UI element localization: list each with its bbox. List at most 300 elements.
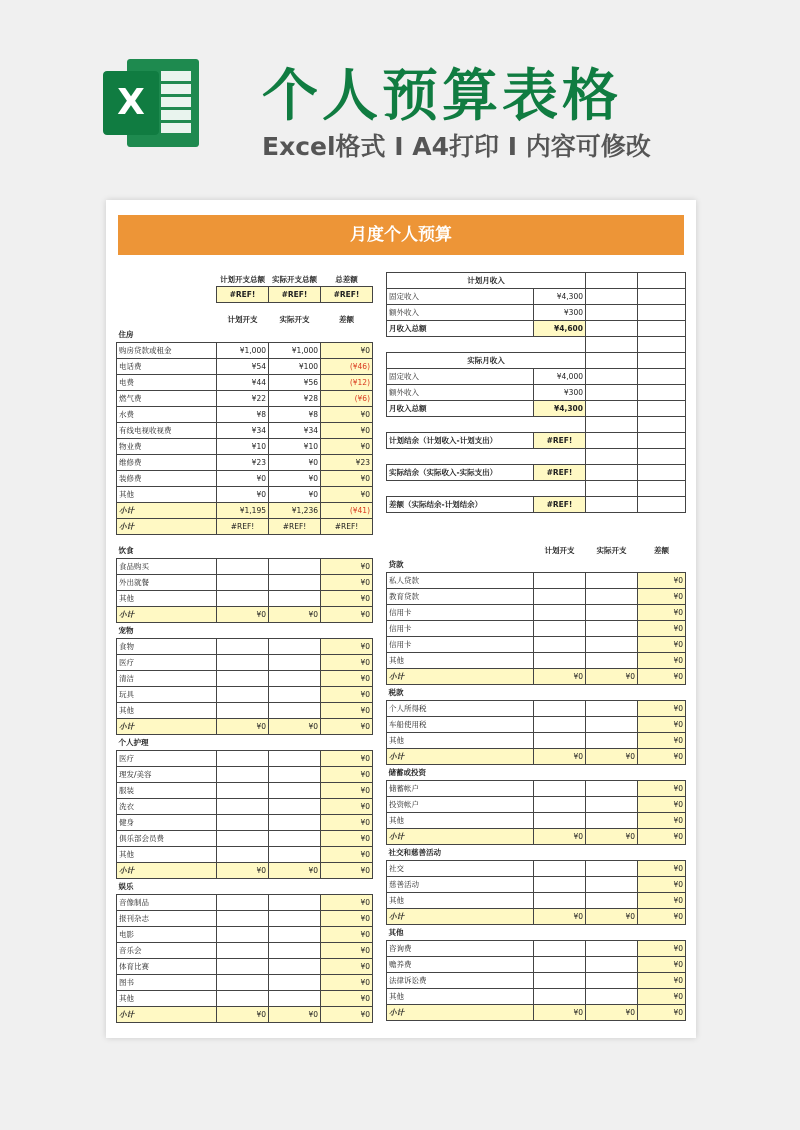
blank-cell (586, 481, 638, 497)
income-expense-table-right (386, 272, 686, 1021)
diff-cell: ¥0 (321, 558, 373, 574)
diff-cell: ¥0 (638, 941, 686, 957)
blank-cell (586, 401, 638, 417)
diff-cell: ¥0 (321, 894, 373, 910)
table-row (387, 621, 686, 637)
planned-cell (217, 846, 269, 862)
subtotal-row (117, 862, 373, 878)
table-row (117, 454, 373, 470)
table-row (117, 486, 373, 502)
actual-cell (269, 926, 321, 942)
subtotal-label: 小计 (387, 909, 534, 925)
subtotal-row (117, 606, 373, 622)
planned-cell (534, 941, 586, 957)
subtotal-actual: ¥0 (269, 862, 321, 878)
item-label: 电影 (117, 926, 217, 942)
planned-cell (217, 670, 269, 686)
diff-cell: ¥0 (638, 813, 686, 829)
subtotal-planned: ¥1,195 (217, 502, 269, 518)
table-row (387, 605, 686, 621)
blank-cell (638, 305, 686, 321)
income-row (387, 385, 686, 401)
table-row (387, 701, 686, 717)
diff-cell: ¥0 (638, 717, 686, 733)
column-header: 计划开支 (227, 315, 258, 324)
balance-value: #REF! (534, 465, 586, 481)
diff-cell: ¥0 (321, 750, 373, 766)
blank-cell (638, 417, 686, 433)
section-title-row (387, 845, 686, 861)
income-row (387, 289, 686, 305)
budget-sheet (106, 200, 696, 1038)
income-total-value: ¥4,300 (534, 401, 586, 417)
section-title-row (387, 685, 686, 701)
blank (117, 272, 217, 287)
blank-cell (638, 289, 686, 305)
subtotal-row (117, 502, 373, 518)
income-total-label: 月收入总额 (387, 401, 534, 417)
item-label: 其他 (387, 813, 534, 829)
diff-cell: ¥0 (638, 797, 686, 813)
diff-cell: (¥46) (321, 358, 373, 374)
table-row (387, 989, 686, 1005)
item-label: 维修费 (117, 454, 217, 470)
subtotal-actual: ¥0 (269, 606, 321, 622)
actual-cell (586, 733, 638, 749)
planned-cell (534, 973, 586, 989)
table-row (117, 702, 373, 718)
diff-cell: ¥0 (321, 702, 373, 718)
subtotal-planned: ¥0 (534, 669, 586, 685)
subtotal-diff: ¥0 (638, 669, 686, 685)
blank (117, 287, 217, 303)
table-row (117, 342, 373, 358)
table-row (117, 422, 373, 438)
subtotal-row (117, 1006, 373, 1022)
income-value: ¥4,300 (534, 289, 586, 305)
item-label: 报刊杂志 (117, 910, 217, 926)
blank-cell (586, 433, 638, 449)
subtotal-actual: ¥0 (586, 909, 638, 925)
subtotal-planned: ¥0 (534, 1005, 586, 1021)
item-label: 私人贷款 (387, 573, 534, 589)
subtotal-label: 小计 (387, 749, 534, 765)
blank-cell (586, 353, 638, 369)
item-label: 食品购买 (117, 558, 217, 574)
diff-cell: ¥0 (321, 814, 373, 830)
diff-cell: ¥0 (638, 653, 686, 669)
planned-cell (217, 910, 269, 926)
subtotal-label: 小计 (117, 718, 217, 734)
table-row (117, 390, 373, 406)
income-label: 额外收入 (387, 305, 534, 321)
section-title: 其他 (387, 925, 686, 941)
diff-cell: ¥0 (321, 830, 373, 846)
section-title: 娱乐 (117, 878, 373, 894)
actual-cell (269, 846, 321, 862)
subtotal-label: 小计 (117, 1006, 217, 1022)
income-total-row (387, 401, 686, 417)
table-row (117, 942, 373, 958)
planned-cell: ¥8 (217, 406, 269, 422)
balance-label: 计划结余（计划收入-计划支出） (387, 433, 534, 449)
income-row (387, 305, 686, 321)
blank (387, 543, 534, 557)
ref-cell: #REF! (321, 518, 373, 534)
diff-cell: ¥0 (321, 638, 373, 654)
blank (387, 481, 586, 497)
actual-cell (586, 797, 638, 813)
table-row (387, 573, 686, 589)
diff-cell: ¥0 (321, 686, 373, 702)
item-label: 体育比赛 (117, 958, 217, 974)
income-title: 实际月收入 (387, 353, 586, 369)
gap-row (387, 449, 686, 465)
actual-cell (586, 701, 638, 717)
actual-cell (586, 781, 638, 797)
blank (387, 513, 686, 529)
planned-cell (217, 942, 269, 958)
planned-cell (534, 733, 586, 749)
diff-cell: ¥0 (321, 782, 373, 798)
item-label: 医疗 (117, 750, 217, 766)
table-row (387, 653, 686, 669)
table-row (387, 589, 686, 605)
subtotal-actual: ¥0 (586, 829, 638, 845)
diff-cell: ¥0 (321, 486, 373, 502)
table-row (117, 406, 373, 422)
gap-row (387, 513, 686, 529)
table-row (117, 782, 373, 798)
planned-cell (534, 605, 586, 621)
planned-cell (534, 957, 586, 973)
blank-cell (638, 273, 686, 289)
subtotal-actual: ¥0 (586, 1005, 638, 1021)
gap-row (387, 528, 686, 543)
subtotal-diff: ¥0 (321, 606, 373, 622)
balance-value: #REF! (534, 497, 586, 513)
blank-cell (638, 497, 686, 513)
item-label: 信用卡 (387, 605, 534, 621)
item-label: 个人所得税 (387, 701, 534, 717)
item-label: 服装 (117, 782, 217, 798)
planned-cell (534, 589, 586, 605)
diff-cell: ¥0 (321, 798, 373, 814)
table-row (117, 470, 373, 486)
planned-cell (534, 637, 586, 653)
summary-value-row (117, 287, 373, 303)
item-label: 图书 (117, 974, 217, 990)
actual-cell (269, 766, 321, 782)
item-label: 其他 (117, 590, 217, 606)
column-header: 实际开支 (279, 315, 310, 324)
actual-cell (586, 813, 638, 829)
table-row (117, 846, 373, 862)
diff-cell: ¥0 (321, 766, 373, 782)
diff-cell: ¥0 (321, 926, 373, 942)
diff-cell: ¥0 (321, 422, 373, 438)
spacer (117, 303, 373, 313)
planned-cell (217, 894, 269, 910)
planned-cell (217, 686, 269, 702)
actual-cell (269, 958, 321, 974)
actual-cell (269, 990, 321, 1006)
item-label: 食物 (117, 638, 217, 654)
section-title: 饮食 (117, 543, 373, 559)
planned-cell: ¥34 (217, 422, 269, 438)
subtotal-label: 小计 (387, 669, 534, 685)
subtotal-actual: ¥1,236 (269, 502, 321, 518)
table-row (117, 958, 373, 974)
column-header: 计划开支 (544, 545, 575, 555)
item-label: 洗衣 (117, 798, 217, 814)
table-row (117, 766, 373, 782)
actual-cell: ¥10 (269, 438, 321, 454)
planned-cell (534, 653, 586, 669)
subtotal-diff: ¥0 (321, 1006, 373, 1022)
subtotal-row (387, 909, 686, 925)
section-title: 税款 (387, 685, 686, 701)
balance-row (387, 497, 686, 513)
planned-cell (217, 926, 269, 942)
page-title: 个人预算表格 (262, 64, 622, 129)
actual-cell: ¥34 (269, 422, 321, 438)
table-row (117, 926, 373, 942)
planned-cell (534, 717, 586, 733)
diff-cell: ¥0 (638, 701, 686, 717)
actual-cell (586, 637, 638, 653)
actual-cell (269, 750, 321, 766)
summary-header: 计划开支总额 (220, 274, 265, 284)
income-title-row (387, 273, 686, 289)
section-title: 个人护理 (117, 734, 373, 750)
item-label: 其他 (387, 893, 534, 909)
blank-cell (586, 273, 638, 289)
actual-cell: ¥28 (269, 390, 321, 406)
actual-cell (586, 941, 638, 957)
item-label: 其他 (117, 702, 217, 718)
diff-cell: ¥0 (321, 438, 373, 454)
table-row (387, 861, 686, 877)
logo-letter: X (103, 71, 159, 135)
item-label: 其他 (117, 846, 217, 862)
item-label: 信用卡 (387, 637, 534, 653)
blank (117, 313, 217, 327)
diff-cell: ¥0 (321, 990, 373, 1006)
item-label: 清洁 (117, 670, 217, 686)
actual-cell (269, 974, 321, 990)
planned-cell (217, 958, 269, 974)
table-row (117, 830, 373, 846)
diff-cell: ¥0 (638, 877, 686, 893)
subtotal-actual: ¥0 (269, 1006, 321, 1022)
blank-cell (638, 321, 686, 337)
table-row (117, 638, 373, 654)
summary-value: #REF! (321, 287, 373, 303)
actual-cell: ¥0 (269, 454, 321, 470)
section-title: 住房 (117, 327, 373, 343)
income-value: ¥4,000 (534, 369, 586, 385)
diff-cell: ¥0 (638, 957, 686, 973)
blank-cell (638, 369, 686, 385)
banner (0, 0, 800, 190)
balance-label: 差额（实际结余-计划结余） (387, 497, 534, 513)
table-row (117, 798, 373, 814)
planned-cell (217, 590, 269, 606)
section-title-row (387, 765, 686, 781)
ref-cell: #REF! (269, 518, 321, 534)
diff-cell: ¥0 (321, 406, 373, 422)
subtotal-actual: ¥0 (586, 749, 638, 765)
column-header: 差额 (654, 545, 669, 555)
blank (387, 337, 586, 353)
planned-cell (217, 750, 269, 766)
blank-cell (638, 433, 686, 449)
item-label: 咨询费 (387, 941, 534, 957)
planned-cell: ¥23 (217, 454, 269, 470)
subtotal-row (387, 669, 686, 685)
planned-cell (217, 574, 269, 590)
table-row (117, 374, 373, 390)
subtotal-row (117, 718, 373, 734)
planned-cell (534, 621, 586, 637)
planned-cell (534, 893, 586, 909)
table-row (117, 974, 373, 990)
item-label: 有线电视收视费 (117, 422, 217, 438)
table-row (117, 590, 373, 606)
actual-cell (586, 989, 638, 1005)
planned-cell (534, 813, 586, 829)
actual-cell (269, 830, 321, 846)
diff-cell: ¥0 (638, 989, 686, 1005)
section-title-row (387, 925, 686, 941)
blank-cell (586, 385, 638, 401)
item-label: 物业费 (117, 438, 217, 454)
planned-cell (217, 782, 269, 798)
diff-cell: ¥0 (321, 574, 373, 590)
blank-cell (638, 481, 686, 497)
item-label: 音像制品 (117, 894, 217, 910)
summary-header-row (117, 272, 373, 287)
actual-cell: ¥100 (269, 358, 321, 374)
planned-cell (534, 781, 586, 797)
subtotal-actual: ¥0 (269, 718, 321, 734)
item-label: 储蓄帐户 (387, 781, 534, 797)
balance-row (387, 465, 686, 481)
item-label: 其他 (117, 990, 217, 1006)
actual-cell (269, 814, 321, 830)
page-subtitle: Excel格式 I A4打印 I 内容可修改 (262, 132, 651, 161)
table-row (387, 877, 686, 893)
planned-cell (217, 558, 269, 574)
item-label: 燃气费 (117, 390, 217, 406)
actual-cell (269, 590, 321, 606)
actual-cell (269, 670, 321, 686)
income-label: 固定收入 (387, 369, 534, 385)
planned-cell (217, 654, 269, 670)
item-label: 水费 (117, 406, 217, 422)
income-total-value: ¥4,600 (534, 321, 586, 337)
diff-cell: ¥0 (321, 670, 373, 686)
income-title: 计划月收入 (387, 273, 586, 289)
actual-cell (269, 910, 321, 926)
table-row (117, 990, 373, 1006)
actual-cell (269, 686, 321, 702)
blank (387, 417, 586, 433)
gap-row (387, 481, 686, 497)
diff-cell: ¥0 (321, 470, 373, 486)
item-label: 音乐会 (117, 942, 217, 958)
planned-cell (534, 573, 586, 589)
table-row (117, 750, 373, 766)
excel-logo-icon (103, 55, 203, 151)
item-label: 俱乐部会员费 (117, 830, 217, 846)
planned-cell (217, 974, 269, 990)
ref-cell: #REF! (217, 518, 269, 534)
blank (387, 528, 686, 543)
subtotal-diff: ¥0 (321, 718, 373, 734)
actual-cell (269, 798, 321, 814)
blank-cell (638, 337, 686, 353)
table-row (117, 574, 373, 590)
planned-cell: ¥0 (217, 470, 269, 486)
blank-cell (586, 465, 638, 481)
table-row (387, 973, 686, 989)
subtotal-planned: ¥0 (217, 862, 269, 878)
section-title-row (117, 878, 373, 894)
summary-header: 总差额 (335, 274, 358, 284)
section-title-row (117, 734, 373, 750)
actual-cell: ¥8 (269, 406, 321, 422)
actual-cell (586, 605, 638, 621)
blank-cell (638, 449, 686, 465)
actual-cell (269, 894, 321, 910)
table-row (117, 670, 373, 686)
item-label: 理发/美容 (117, 766, 217, 782)
subtotal-actual: ¥0 (586, 669, 638, 685)
blank-cell (586, 321, 638, 337)
blank-cell (586, 449, 638, 465)
balance-value: #REF! (534, 433, 586, 449)
table-row (387, 637, 686, 653)
subtotal-diff: ¥0 (321, 862, 373, 878)
section-title: 储蓄或投资 (387, 765, 686, 781)
planned-cell: ¥1,000 (217, 342, 269, 358)
summary-value: #REF! (269, 287, 321, 303)
table-row (117, 558, 373, 574)
balance-label: 实际结余（实际收入-实际支出） (387, 465, 534, 481)
table-row (117, 654, 373, 670)
actual-cell (269, 574, 321, 590)
table-row (387, 781, 686, 797)
actual-cell (269, 702, 321, 718)
blank-cell (638, 353, 686, 369)
table-row (387, 717, 686, 733)
subtotal-planned: ¥0 (534, 829, 586, 845)
expense-table-left (116, 272, 373, 1023)
diff-cell: ¥0 (638, 637, 686, 653)
section-title-row (117, 543, 373, 559)
diff-cell: ¥23 (321, 454, 373, 470)
item-label: 装修费 (117, 470, 217, 486)
subtotal-ref-row (117, 518, 373, 534)
subtotal-label: 小计 (117, 518, 217, 534)
actual-cell (586, 861, 638, 877)
planned-cell (217, 830, 269, 846)
actual-cell (586, 573, 638, 589)
diff-cell: ¥0 (321, 958, 373, 974)
actual-cell: ¥56 (269, 374, 321, 390)
